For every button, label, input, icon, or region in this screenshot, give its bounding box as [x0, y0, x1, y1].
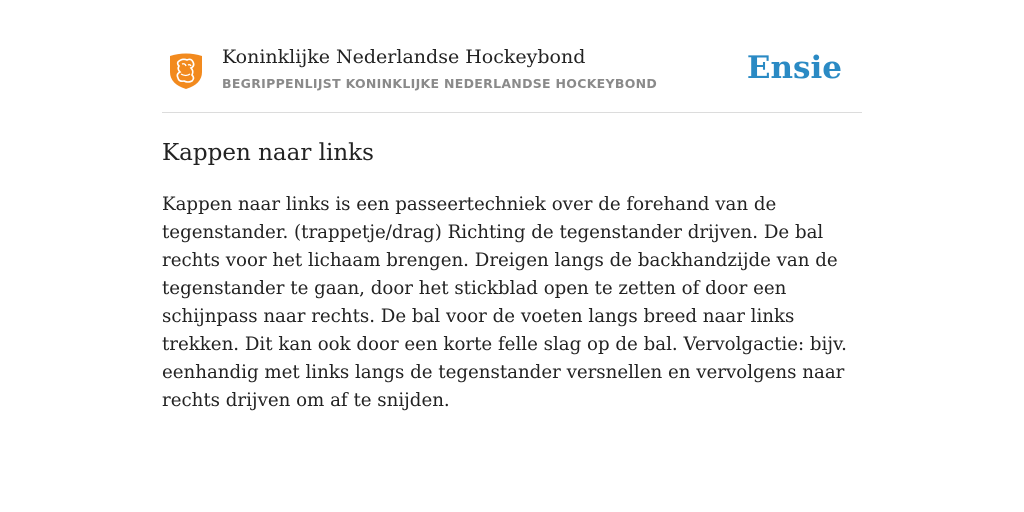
org-name[interactable]: Koninklijke Nederlandse Hockeybond: [222, 46, 586, 68]
definition-text: Kappen naar links is een passeertechniek over de forehand van de tegenstander. (trappetje/drag) Richting de tegenstander drijven. De bal rechts voor het lichaam brengen. Dreigen langs de backhandzijde van de tegenstander te gaan, door het stickblad open te zetten of door een schijnpass naar rechts. De bal voor de voeten langs breed naar links trekken. Dit kan ook door een korte felle slag op de bal. Vervolgactie: bijv. eenhandig met links langs de tegenstander versnellen en vervolgens naar rechts drijven om af te snijden.: [162, 194, 847, 411]
page: [162, 0, 862, 415]
dictionary-subtitle[interactable]: BEGRIPPENLIJST KONINKLIJKE NEDERLANDSE HOCKEYBOND: [222, 76, 658, 91]
lion-shield-icon[interactable]: [168, 52, 204, 90]
ensie-logo-link[interactable]: Ensie: [746, 50, 842, 86]
header: [162, 0, 862, 113]
page-title: Kappen naar links: [162, 140, 374, 166]
